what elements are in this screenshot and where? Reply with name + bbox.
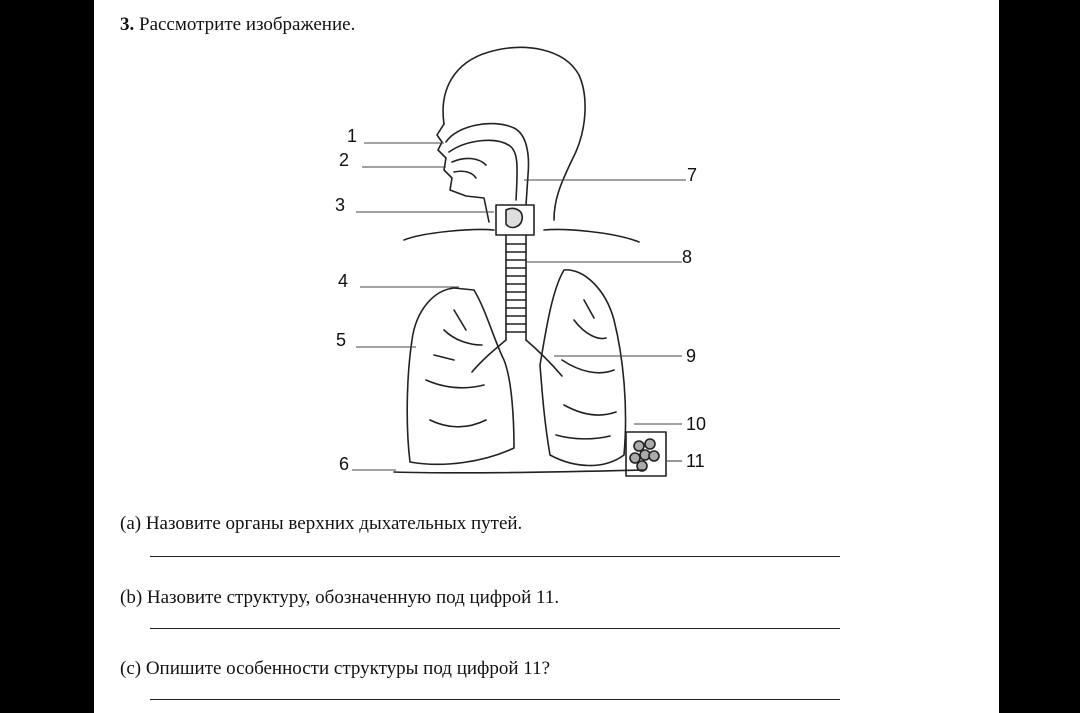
- label-11: 11: [686, 451, 705, 471]
- answer-line-a[interactable]: [150, 556, 840, 557]
- face-outline: [437, 124, 489, 222]
- label-2: 2: [339, 150, 350, 170]
- diaphragm: [394, 470, 644, 473]
- question-c: (c) Опишите особенности структуры под цифрой 11?: [120, 658, 550, 679]
- label-8: 8: [682, 247, 693, 267]
- right-lung: [540, 270, 626, 466]
- shoulders: [404, 229, 494, 240]
- label-9: 9: [686, 346, 697, 366]
- label-10: 10: [686, 414, 707, 434]
- head-outline: [443, 47, 585, 220]
- label-1: 1: [347, 126, 358, 146]
- left-lung: [407, 288, 514, 464]
- label-5: 5: [336, 330, 347, 350]
- answer-line-b[interactable]: [150, 628, 840, 629]
- bronchi: [472, 340, 562, 376]
- label-4: 4: [338, 271, 349, 291]
- question-b: (b) Назовите структуру, обозначенную под цифрой 11.: [120, 587, 560, 608]
- label-6: 6: [339, 454, 350, 474]
- answer-line-c[interactable]: [150, 699, 840, 700]
- worksheet-page: [94, 0, 999, 713]
- question-a: (a) Назовите органы верхних дыхательных путей.: [120, 513, 523, 534]
- label-7: 7: [687, 165, 698, 185]
- label-3: 3: [335, 195, 346, 215]
- task-number: 3.: [120, 14, 135, 35]
- task-title: Рассмотрите изображение.: [139, 14, 356, 35]
